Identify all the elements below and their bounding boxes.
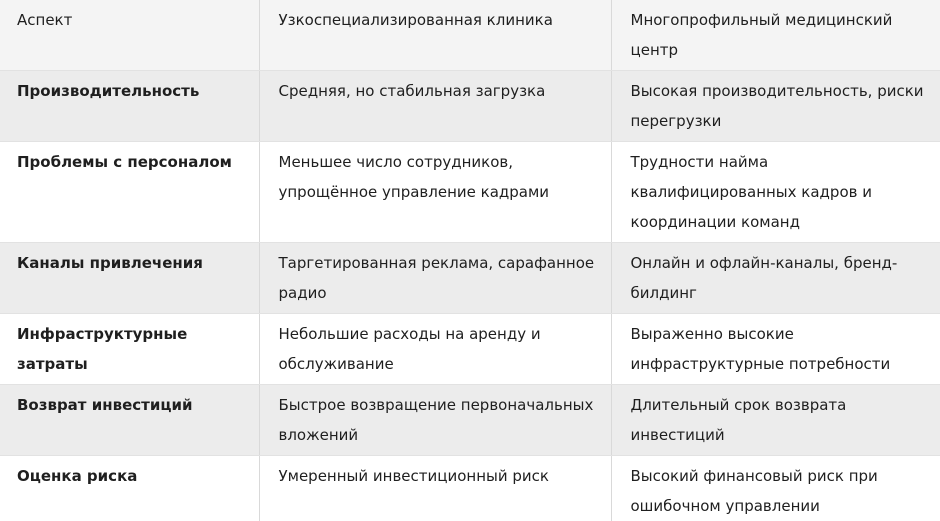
table-row: [0, 243, 940, 314]
row-center-cell: Выраженно высокие инфраструктурные потребности: [611, 314, 940, 385]
row-aspect-cell: Производительность: [0, 71, 259, 142]
row-clinic-cell: Меньшее число сотрудников, упрощённое управление кадрами: [259, 142, 611, 243]
row-center-cell: Трудности найма квалифицированных кадров и координации команд: [611, 142, 940, 243]
row-center-cell: Длительный срок возврата инвестиций: [611, 385, 940, 456]
row-aspect-cell: Проблемы с персоналом: [0, 142, 259, 243]
row-clinic-cell: Таргетированная реклама, сарафанное радио: [259, 243, 611, 314]
row-aspect-cell: Возврат инвестиций: [0, 385, 259, 456]
row-clinic-cell: Небольшие расходы на аренду и обслуживание: [259, 314, 611, 385]
table-row: [0, 71, 940, 142]
table-row: [0, 314, 940, 385]
table-row: [0, 456, 940, 521]
row-clinic-cell: Умеренный инвестиционный риск: [259, 456, 611, 521]
row-aspect-cell: Оценка риска: [0, 456, 259, 521]
column-header-center: Многопрофильный медицинский центр: [611, 0, 940, 71]
row-aspect-cell: Каналы привлечения: [0, 243, 259, 314]
row-clinic-cell: Быстрое возвращение первоначальных вложений: [259, 385, 611, 456]
table-row: [0, 142, 940, 243]
table-header-row: [0, 0, 940, 71]
table-row: [0, 385, 940, 456]
row-center-cell: Высокая производительность, риски перегрузки: [611, 71, 940, 142]
column-header-aspect: Аспект: [0, 0, 259, 71]
row-center-cell: Онлайн и офлайн-каналы, бренд-билдинг: [611, 243, 940, 314]
row-aspect-cell: Инфраструктурные затраты: [0, 314, 259, 385]
column-header-clinic: Узкоспециализированная клиника: [259, 0, 611, 71]
row-center-cell: Высокий финансовый риск при ошибочном управлении: [611, 456, 940, 521]
row-clinic-cell: Средняя, но стабильная загрузка: [259, 71, 611, 142]
